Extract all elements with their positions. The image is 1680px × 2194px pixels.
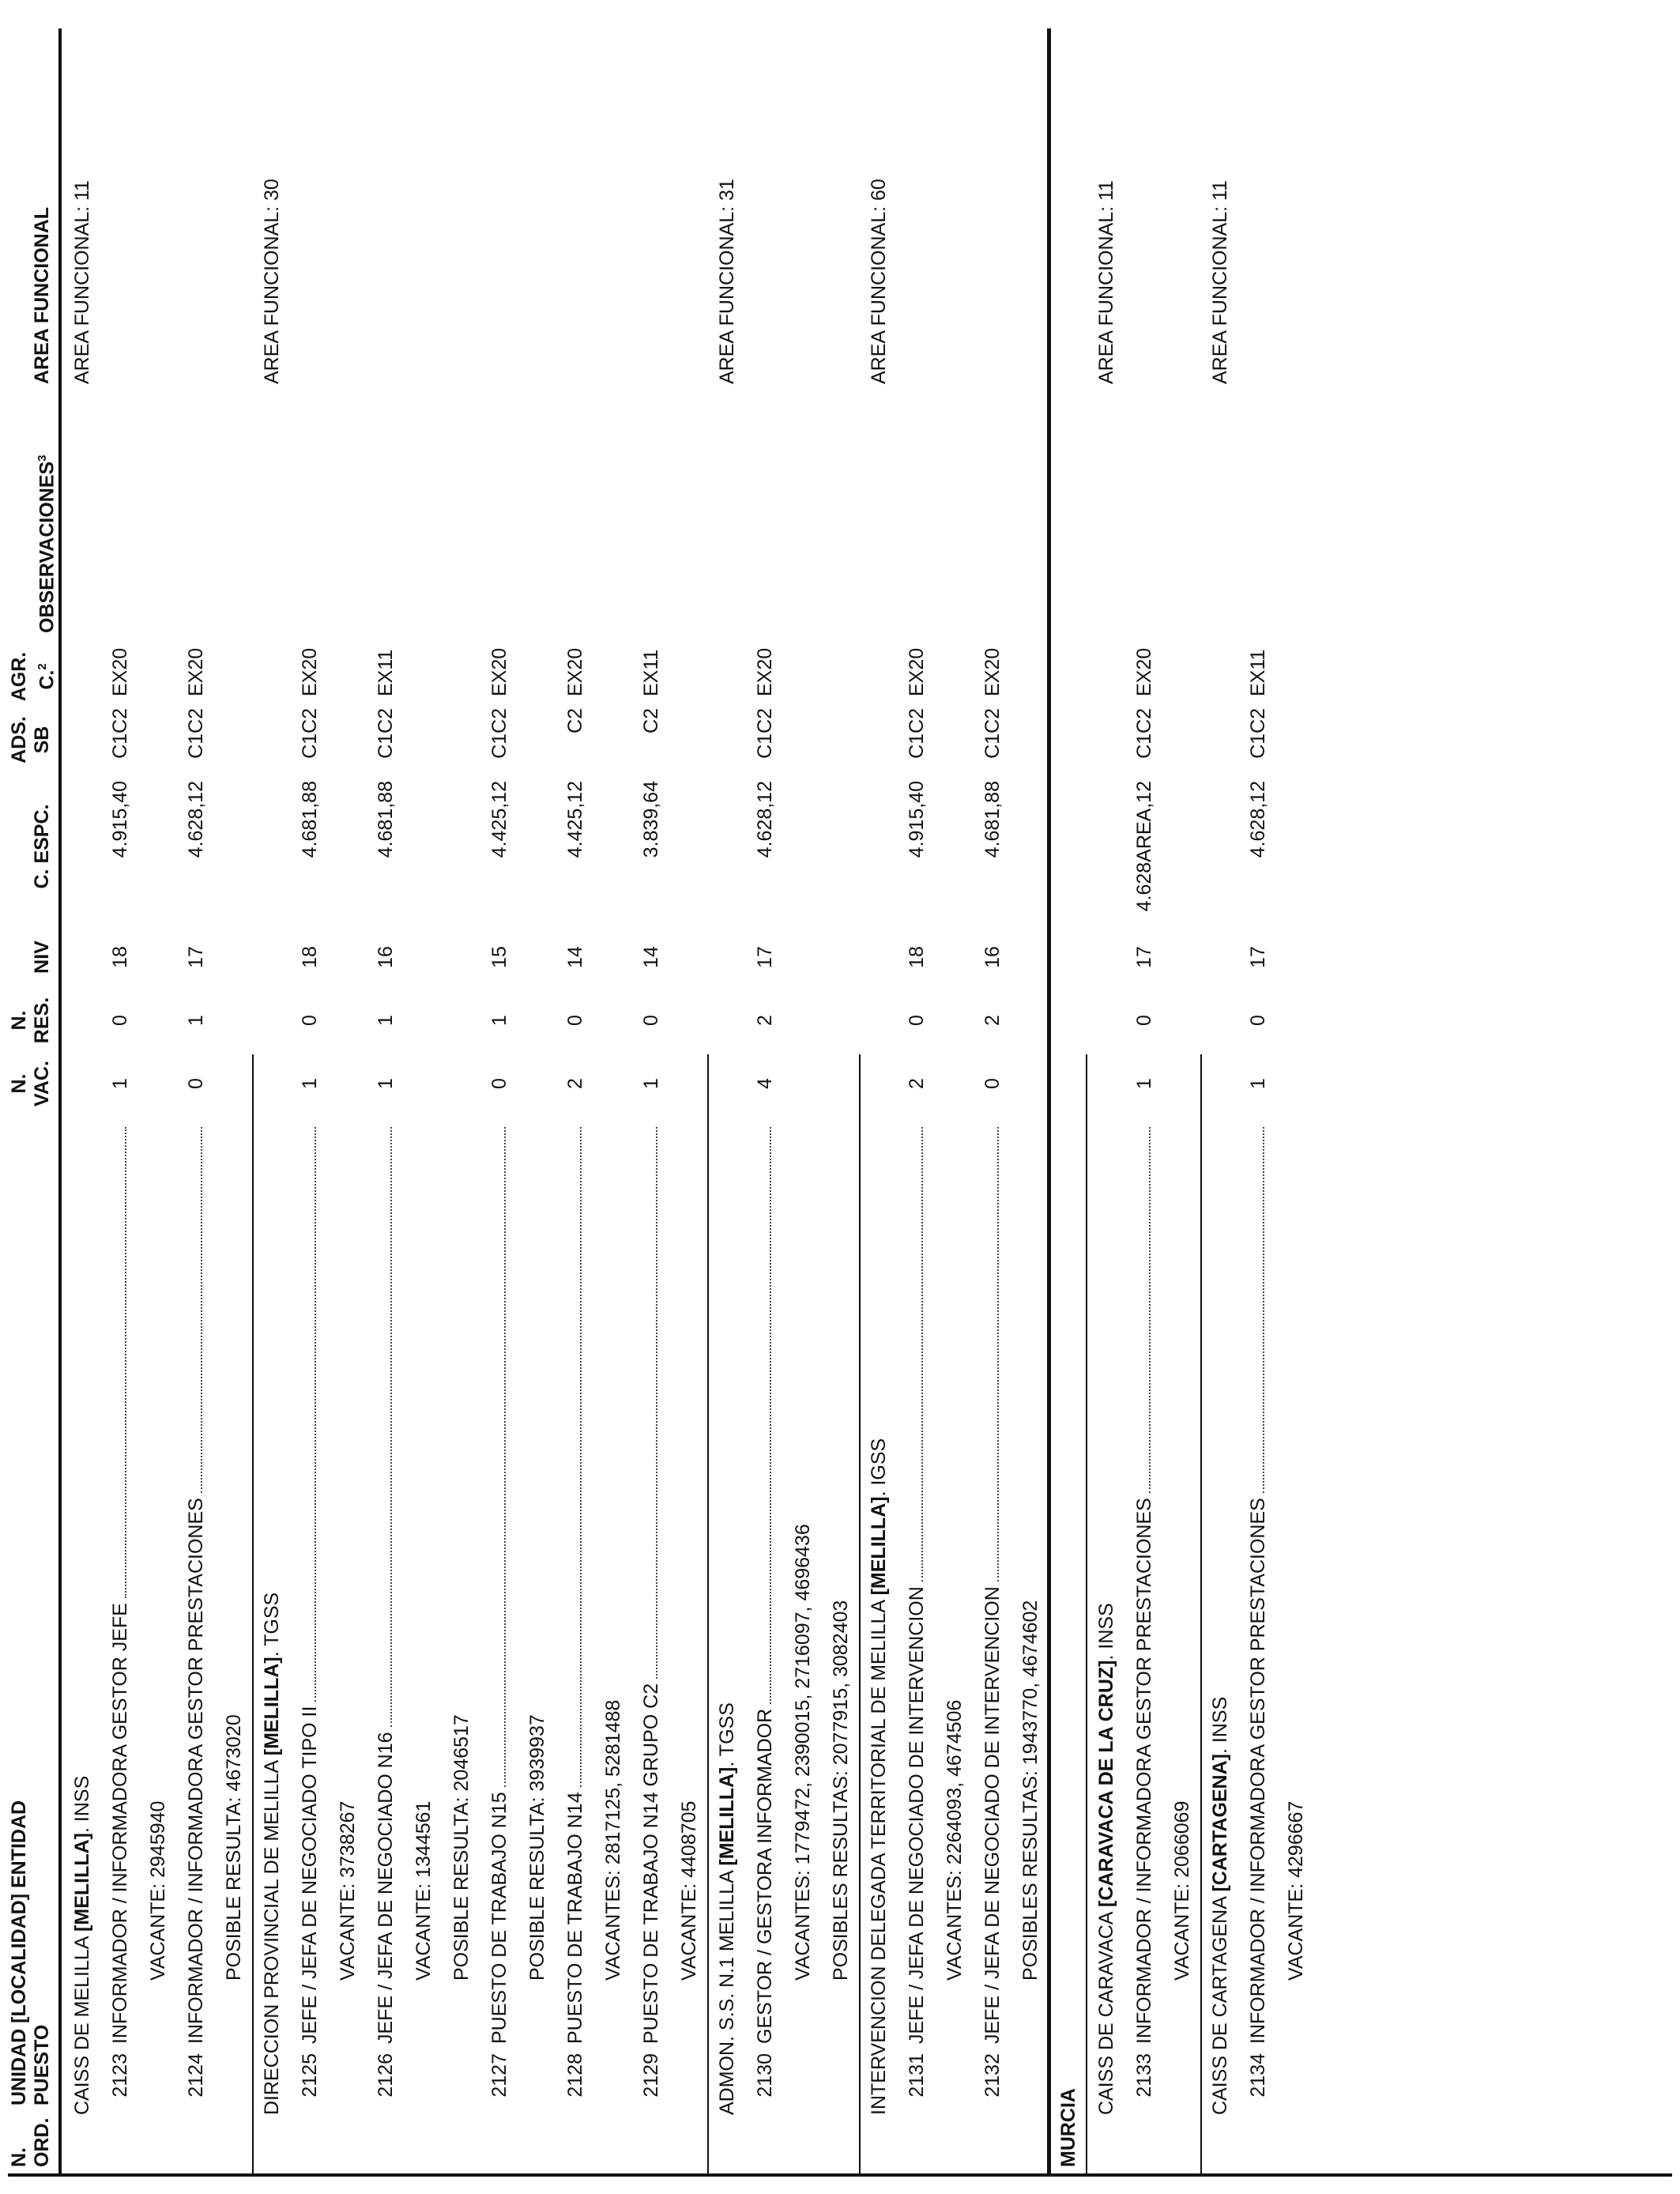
dot-leader [199,1127,202,1493]
header-n-vac-line1: N. [8,1073,30,1094]
n-res-value: 2 [754,1015,776,1026]
detail-row [670,0,708,2194]
agr-c-value: EX20 [299,647,321,696]
niv-value: 18 [906,946,928,968]
dot-leader [578,1127,582,1787]
detail-row [1163,0,1201,2194]
post-row [746,0,784,2194]
detail-row [139,0,177,2194]
detail-text: VACANTE: 2066069 [1171,1800,1193,1981]
detail-text: VACANTE: 4296667 [1285,1800,1307,1981]
detail-row [784,0,822,2194]
agr-c-value: EX20 [109,647,131,696]
n-vac-value: 1 [1133,1078,1155,1089]
unit-entity: . TGSS [716,1702,738,1767]
unit-name [253,1593,291,2115]
dot-leader [768,1127,771,1704]
c-espc-value: 4.681,88 [299,781,321,858]
puesto-name [632,1127,670,2044]
n-vac-value: 2 [906,1078,928,1089]
niv-value: 14 [564,946,586,968]
puesto-name [746,1127,784,2044]
unit-separator-rule [252,1054,254,2177]
unit-row [1087,0,1125,2194]
puesto-name-text: INFORMADOR / INFORMADORA GESTOR PRESTACIONES [1133,1498,1155,2044]
puesto-name-text: GESTOR / GESTORA INFORMADOR [754,1708,776,2044]
puesto-name [974,1127,1011,2044]
n-vac-value: 0 [185,1078,207,1089]
region-row [1049,0,1087,2194]
n-ord-value: 2123 [109,2053,131,2098]
area-funcional-value: AREA FUNCIONAL: 31 [716,179,738,384]
n-res-value: 0 [906,1015,928,1026]
puesto-name-text: JEFE / JEFA DE NEGOCIADO TIPO II [299,1706,321,2044]
n-vac-value: 0 [981,1078,1004,1089]
puesto-name-text: INFORMADOR / INFORMADORA GESTOR PRESTACIONES [1247,1498,1269,2044]
niv-value: 18 [109,946,131,968]
n-res-value: 0 [564,1015,586,1026]
puesto-name [480,1127,518,2044]
post-row [177,0,215,2194]
detail-row [405,0,443,2194]
unit-name-text: CAISS DE CARTAGENA [1209,1891,1231,2115]
unit-row [63,0,101,2194]
puesto-name-text: JEFE / JEFA DE NEGOCIADO N16 [375,1732,397,2044]
niv-value: 17 [185,946,207,968]
ads-sb-value: C1C2 [981,708,1004,759]
unit-entity: . TGSS [261,1592,283,1657]
detail-row [329,0,367,2194]
puesto-name [367,1127,405,2044]
n-ord-value: 2131 [906,2053,928,2098]
area-funcional-value: AREA FUNCIONAL: 11 [71,180,93,384]
c-espc-value: 4.915,40 [906,781,928,858]
unit-locality: [MELILLA] [71,1832,93,1932]
header-n-ord-line1: N. [8,2147,30,2167]
ads-sb-value: C1C2 [906,708,928,759]
n-ord-value: 2130 [754,2053,776,2098]
detail-text: VACANTES: 1779472, 2390015, 2716097, 4696436 [792,1524,814,1981]
unit-name [1201,1697,1239,2115]
unit-name [63,1776,101,2115]
header-n-res-line1: N. [8,1010,30,1031]
puesto-name-text: JEFE / JEFA DE NEGOCIADO DE INTERVENCION [981,1586,1004,2044]
header-agr-line2-text: C. [36,669,58,690]
unit-name [860,1438,898,2115]
detail-row [1011,0,1049,2194]
ads-sb-value: C1C2 [109,708,131,759]
header-observaciones-footnote: 3 [36,454,49,462]
ads-sb-value: C1C2 [375,708,397,759]
unit-locality: [CARAVACA DE LA CRUZ] [1095,1660,1117,1907]
detail-row [936,0,974,2194]
n-res-value: 0 [640,1015,662,1026]
header-n-res [8,993,54,1048]
ads-sb-value: C1C2 [1247,708,1269,759]
header-niv: NIV [31,941,53,974]
unit-row [860,0,898,2194]
puesto-name-text: PUESTO DE TRABAJO N14 GRUPO C2 [640,1683,662,2044]
unit-entity: . INSS [71,1775,93,1833]
ads-sb-value: C1C2 [185,708,207,759]
puesto-name [1125,1127,1163,2044]
post-row [367,0,405,2194]
detail-text: VACANTE: 4408705 [678,1800,700,1981]
header-rule [58,28,62,2177]
ads-sb-value: C1C2 [299,708,321,759]
puesto-name [291,1127,329,2044]
dot-leader [389,1127,392,1727]
puesto-name [898,1127,936,2044]
dot-leader [654,1127,657,1679]
post-row [974,0,1011,2194]
n-ord-value: 2126 [375,2053,397,2098]
region-label: MURCIA [1057,2088,1079,2167]
ads-sb-value: C2 [640,708,662,733]
unit-entity: . INSS [1209,1696,1231,1754]
c-espc-value: 4.628,12 [1247,781,1269,858]
post-row [1239,0,1277,2194]
area-funcional-value: AREA FUNCIONAL: 11 [1095,180,1117,384]
detail-row [822,0,860,2194]
niv-value: 17 [754,946,776,968]
puesto-name [101,1127,139,2044]
puesto-name-text: JEFE / JEFA DE NEGOCIADO DE INTERVENCION [906,1586,928,2044]
puesto-name-text: PUESTO DE TRABAJO N14 [564,1792,586,2044]
puesto-name-text: INFORMADOR / INFORMADORA GESTOR PRESTACIONES [185,1498,207,2044]
area-funcional-value: AREA FUNCIONAL: 60 [868,179,890,384]
agr-c-value: EX11 [375,649,397,696]
n-res-value: 1 [185,1015,207,1026]
header-n-res-line2: RES. [31,997,53,1044]
ads-sb-value: C1C2 [1133,708,1155,759]
unit-name-text: CAISS DE MELILLA [71,1931,93,2115]
unit-name [1087,1603,1125,2115]
post-row [898,0,936,2194]
unit-separator-rule [1200,1054,1202,2177]
agr-c-value: EX20 [1133,647,1155,696]
agr-c-value: EX11 [1247,649,1269,696]
c-espc-value: 4.681,88 [981,781,1004,858]
detail-text: VACANTES: 2817125, 5281488 [602,1699,624,1981]
dot-leader [996,1127,999,1581]
header-observaciones-text: OBSERVACIONES [36,461,58,633]
n-ord-value: 2129 [640,2053,662,2098]
n-vac-value: 2 [564,1078,586,1089]
dot-leader [920,1127,923,1581]
c-espc-value: 4.425,12 [488,781,510,858]
header-n-ord [8,2117,54,2167]
unit-name [708,1702,746,2115]
n-res-value: 0 [1247,1015,1269,1026]
header-n-vac [8,1056,54,1111]
header-unidad [8,1552,54,2105]
unit-locality: [MELILLA] [716,1766,738,1866]
n-ord-value: 2134 [1247,2053,1269,2098]
unit-row [708,0,746,2194]
unit-name-text: CAISS DE CARAVACA [1095,1906,1117,2115]
c-espc-value: 4.681,88 [375,781,397,858]
header-ads-line1: ADS. [8,716,30,763]
post-row [632,0,670,2194]
dot-leader [123,1127,126,1598]
detail-text: VACANTES: 2264093, 4674506 [944,1699,966,1981]
n-res-value: 0 [299,1015,321,1026]
header-agr-footnote: 2 [36,663,49,670]
niv-value: 16 [375,946,397,968]
n-ord-value: 2128 [564,2053,586,2098]
agr-c-value: EX20 [185,647,207,696]
detail-row [1277,0,1315,2194]
n-res-value: 1 [375,1015,397,1026]
niv-value: 14 [640,946,662,968]
region-rule-bottom [1086,1054,1087,2177]
header-n-vac-line2: VAC. [31,1061,53,1106]
header-area-funcional: AREA FUNCIONAL [31,206,53,384]
detail-text: VACANTE: 2945940 [147,1800,169,1981]
ads-sb-value: C2 [564,708,586,733]
detail-row [518,0,556,2194]
unit-name-text: INTERVENCION DELEGADA TERRITORIAL DE MELILLA [868,1595,890,2115]
header-agr-c [8,649,58,704]
puesto-name [556,1127,594,2044]
region-rule-top [1047,28,1051,2177]
unit-row [253,0,291,2194]
n-res-value: 2 [981,1015,1004,1026]
puesto-name [1239,1127,1277,2044]
dot-leader [503,1127,506,1787]
detail-text: POSIBLE RESULTA: 3939937 [526,1714,548,1981]
detail-text: VACANTE: 3738267 [337,1800,359,1981]
niv-value: 17 [1133,946,1155,968]
n-vac-value: 1 [375,1078,397,1089]
ads-sb-value: C1C2 [754,708,776,759]
dot-leader [1147,1127,1151,1493]
c-espc-value: 4.425,12 [564,781,586,858]
n-res-value: 0 [109,1015,131,1026]
area-funcional-value: AREA FUNCIONAL: 30 [261,179,283,384]
n-ord-value: 2124 [185,2053,207,2098]
puesto-name [177,1127,215,2044]
header-unidad-line2: PUESTO [31,2024,53,2105]
detail-row [594,0,632,2194]
dot-leader [313,1127,316,1702]
post-row [291,0,329,2194]
agr-c-value: EX20 [564,647,586,696]
unit-entity: . IGSS [868,1438,890,1497]
n-vac-value: 1 [109,1078,131,1089]
n-ord-value: 2127 [488,2053,510,2098]
header-ads-sb [8,708,54,771]
post-row [101,0,139,2194]
niv-value: 17 [1247,946,1269,968]
puesto-name-text: INFORMADOR / INFORMADORA GESTOR JEFE [109,1603,131,2044]
header-c-espc: C. ESPC. [31,804,53,889]
header-n-ord-line2: ORD. [31,2117,53,2167]
agr-c-value: EX20 [906,647,928,696]
post-row [480,0,518,2194]
niv-value: 18 [299,946,321,968]
agr-c-value: EX20 [981,647,1004,696]
unit-name-text: ADMON. S.S. N.1 MELILLA [716,1865,738,2115]
n-vac-value: 1 [1247,1078,1269,1089]
unit-locality: [MELILLA] [868,1496,890,1596]
c-espc-value: 4.628,12 [754,781,776,858]
unit-row [1201,0,1239,2194]
ads-sb-value: C1C2 [488,708,510,759]
n-ord-value: 2133 [1133,2053,1155,2098]
detail-text: POSIBLES RESULTAS: 1943770, 4674602 [1019,1600,1042,1981]
c-espc-value: 4.915,40 [109,781,131,858]
unit-entity: . INSS [1095,1603,1117,1661]
detail-text: POSIBLE RESULTA: 4673020 [223,1714,245,1981]
puesto-name-text: PUESTO DE TRABAJO N15 [488,1792,510,2044]
detail-text: POSIBLES RESULTAS: 2077915, 3082403 [830,1600,852,1981]
unit-locality: [CARTAGENA] [1209,1754,1231,1892]
unit-separator-rule [707,1054,709,2177]
post-row [1125,0,1163,2194]
n-vac-value: 4 [754,1078,776,1089]
c-espc-value: 4.628AREA,12 [1133,781,1155,912]
post-row [556,0,594,2194]
unit-separator-rule [859,1054,861,2177]
agr-c-value: EX20 [754,647,776,696]
header-ads-line2: SB [31,726,53,754]
area-funcional-value: AREA FUNCIONAL: 11 [1209,180,1231,384]
detail-row [215,0,253,2194]
n-vac-value: 1 [640,1078,662,1089]
detail-row [443,0,480,2194]
header-agr-line2 [31,649,58,704]
n-ord-value: 2125 [299,2053,321,2098]
detail-text: POSIBLE RESULTA: 2046517 [450,1714,473,1981]
niv-value: 15 [488,946,510,968]
header-observaciones [31,428,58,633]
n-ord-value: 2132 [981,2053,1004,2098]
header-agr-line1: AGR. [8,651,30,702]
agr-c-value: EX11 [640,649,662,696]
c-espc-value: 3.839,64 [640,781,662,858]
n-vac-value: 1 [299,1078,321,1089]
unit-locality: [MELILLA] [261,1657,283,1756]
n-res-value: 0 [1133,1015,1155,1026]
c-espc-value: 4.628,12 [185,781,207,858]
n-vac-value: 0 [488,1078,510,1089]
n-res-value: 1 [488,1015,510,1026]
niv-value: 16 [981,946,1004,968]
dot-leader [1261,1127,1264,1493]
detail-text: VACANTE: 1344561 [412,1800,435,1981]
unit-name-text: DIRECCION PROVINCIAL DE MELILLA [261,1755,283,2115]
header-unidad-line1: UNIDAD [LOCALIDAD] ENTIDAD [8,1800,30,2105]
agr-c-value: EX20 [488,647,510,696]
